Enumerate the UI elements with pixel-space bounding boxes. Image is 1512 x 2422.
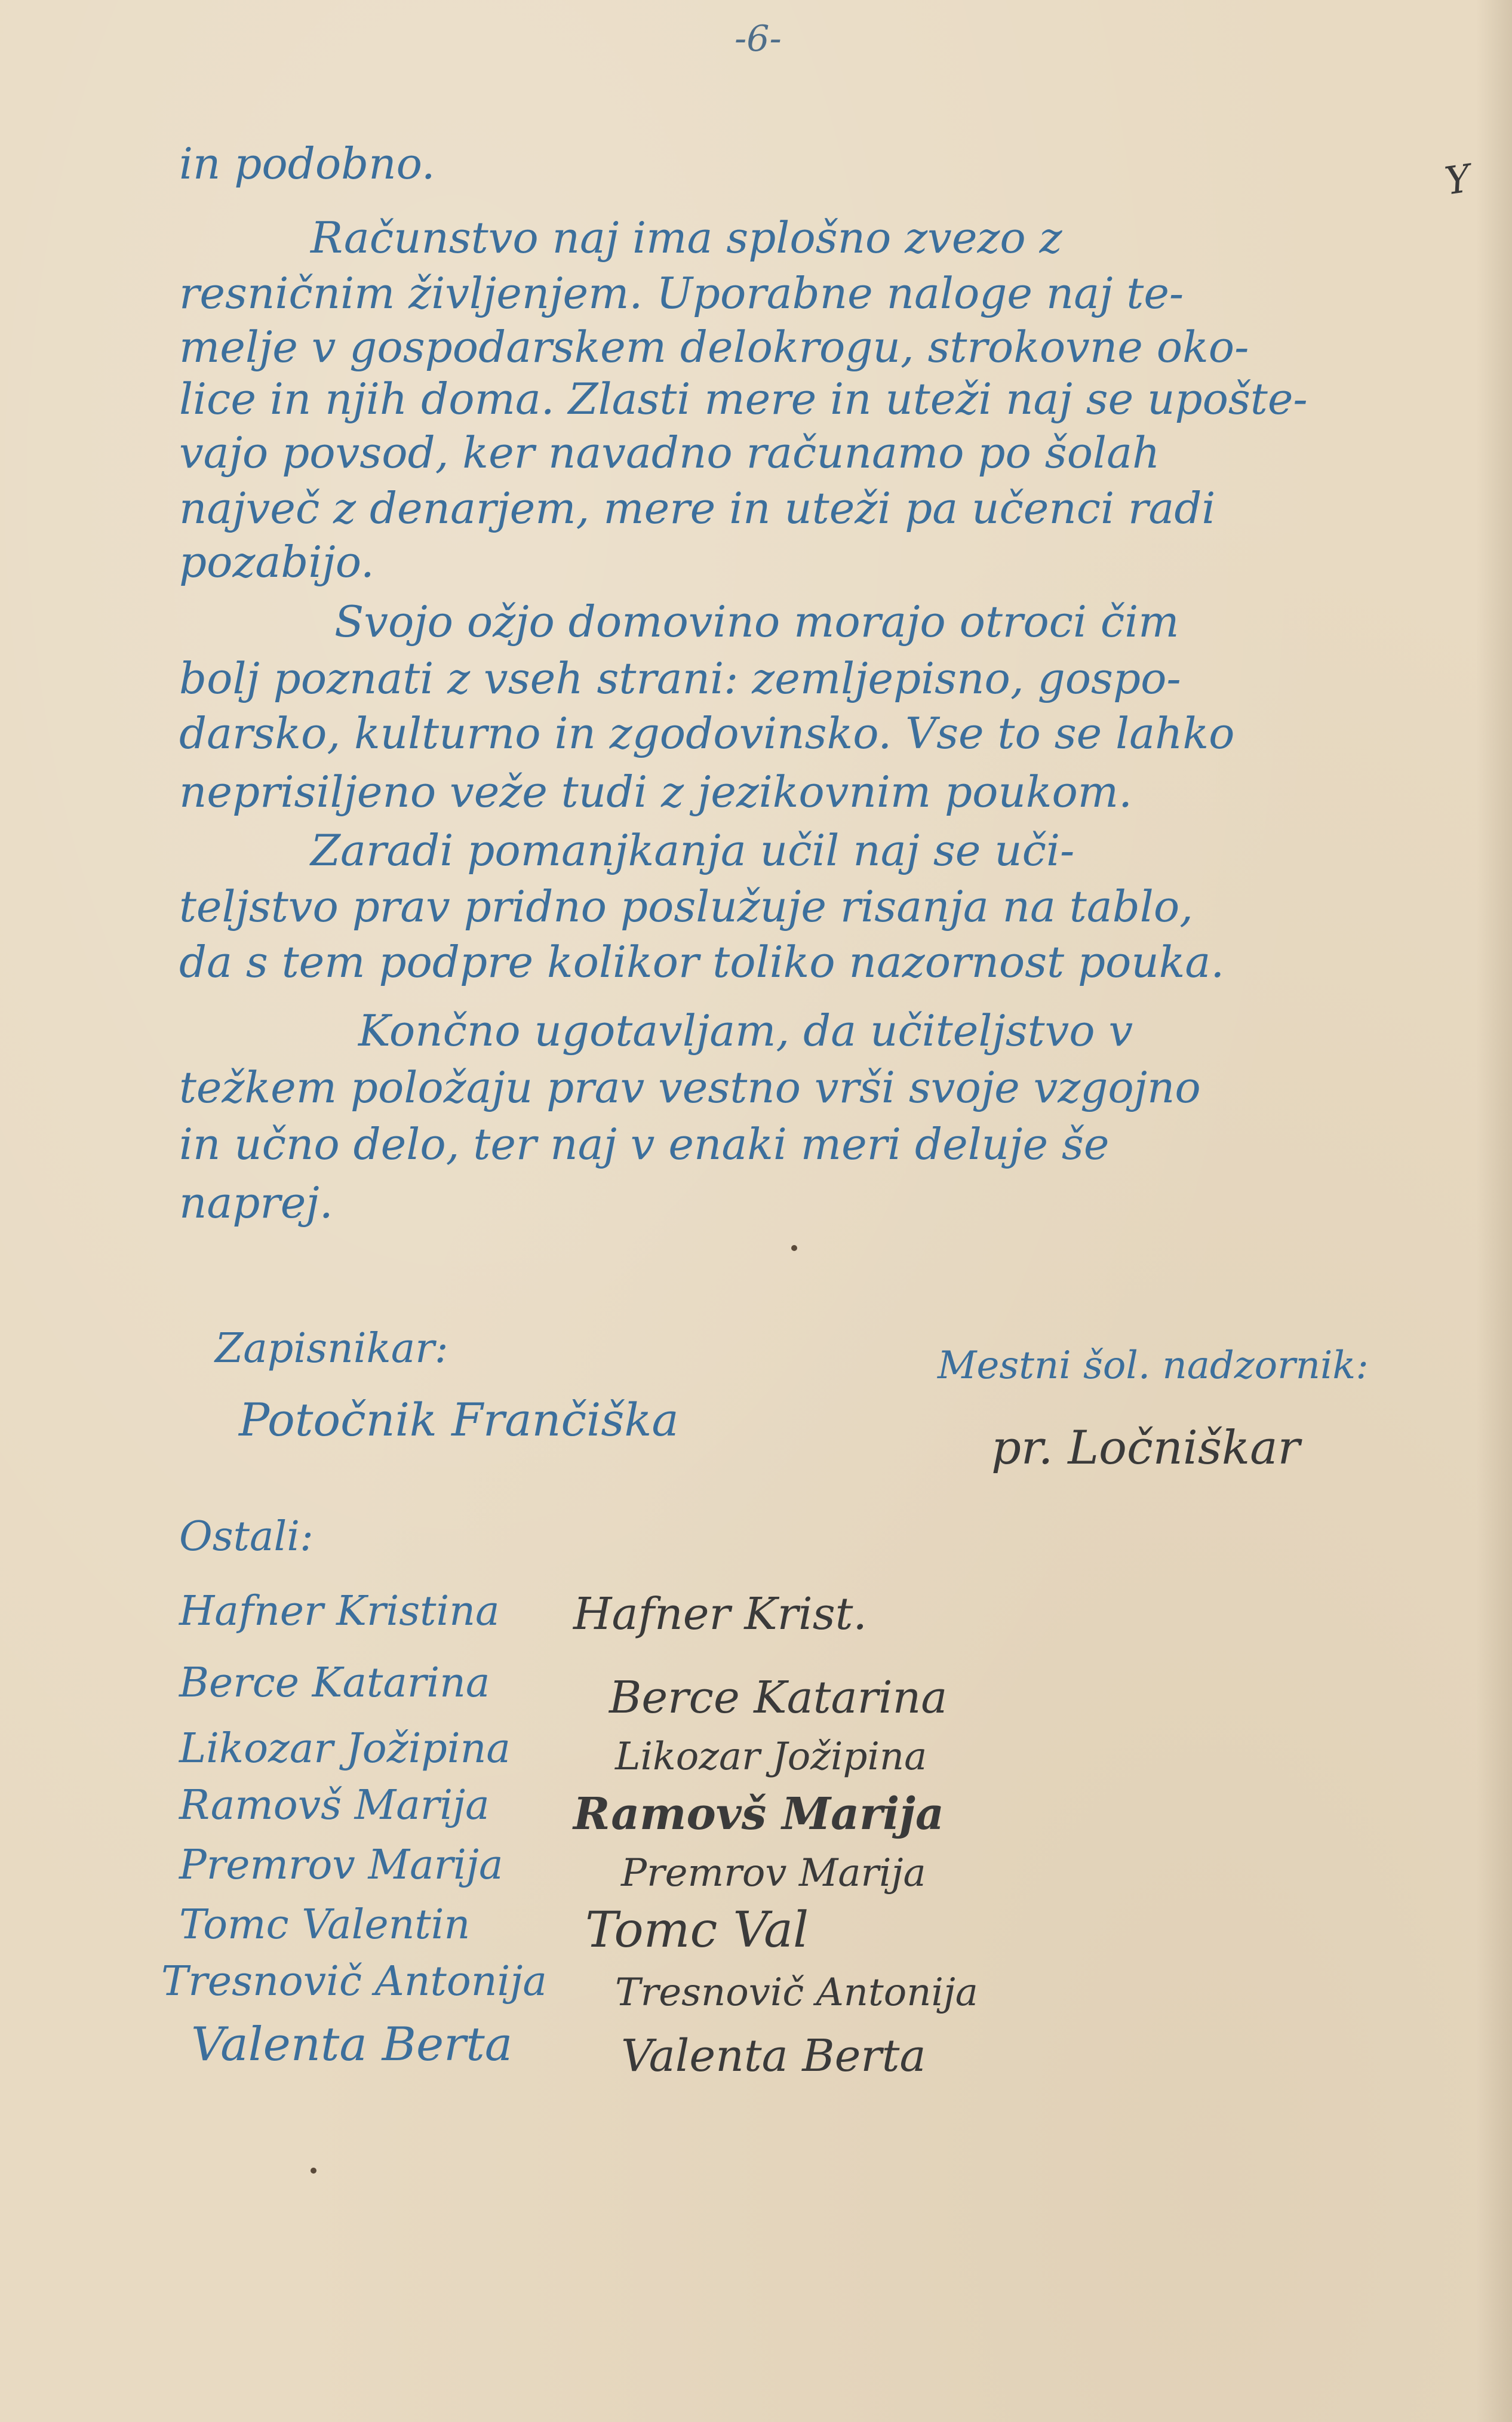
- ink-dot: [311, 2168, 316, 2174]
- attendee-name: Premrov Marija: [179, 1842, 503, 1889]
- body-line: naprej.: [179, 1178, 333, 1228]
- attendee-signature: Tomc Val: [585, 1902, 809, 1959]
- body-line: da s tem podpre kolikor toliko nazornost pouka.: [179, 937, 1225, 987]
- attendee-name: Berce Katarina: [179, 1659, 490, 1707]
- attendee-signature: Ramovš Marija: [573, 1788, 944, 1840]
- body-line: neprisiljeno veže tudi z jezikovnim poukom.: [179, 767, 1132, 817]
- body-line: darsko, kulturno in zgodovinsko. Vse to se lahko: [179, 708, 1235, 758]
- body-line: Zaradi pomanjkanja učil naj se uči-: [311, 825, 1075, 875]
- body-line: lice in njih doma. Zlasti mere in uteži naj se upošte-: [179, 374, 1308, 424]
- body-line: teljstvo prav pridno poslužuje risanja na tablo,: [179, 881, 1194, 932]
- body-line: Računstvo naj ima splošno zvezo z: [311, 213, 1062, 263]
- attendee-signature: Premrov Marija: [621, 1851, 926, 1895]
- attendee-name: Tresnovič Antonija: [161, 1958, 547, 2005]
- supervisor-signature: pr. Ločniškar: [991, 1421, 1300, 1475]
- attendee-name: Ramovš Marija: [179, 1782, 490, 1829]
- attendee-name: Hafner Kristina: [179, 1588, 500, 1635]
- attendee-signature: Berce Katarina: [609, 1672, 948, 1723]
- others-label: Ostali:: [179, 1513, 314, 1560]
- body-line: in učno delo, ter naj v enaki meri deluje še: [179, 1119, 1110, 1169]
- recorder-label: Zapisnikar:: [215, 1325, 448, 1372]
- body-line: Končno ugotavljam, da učiteljstvo v: [358, 1006, 1133, 1056]
- body-line: največ z denarjem, mere in uteži pa učenci radi: [179, 483, 1216, 533]
- body-line: težkem položaju prav vestno vrši svoje vzgojno: [179, 1062, 1201, 1112]
- attendee-name: Tomc Valentin: [179, 1901, 471, 1948]
- body-line: pozabijo.: [179, 537, 374, 587]
- body-line: vajo povsod, ker navadno računamo po šolah: [179, 428, 1160, 478]
- body-line: Svojo ožjo domovino morajo otroci čim: [334, 597, 1179, 647]
- supervisor-label: Mestni šol. nadzornik:: [938, 1344, 1369, 1388]
- body-line: melje v gospodarskem delokrogu, strokovne oko-: [179, 322, 1249, 372]
- attendee-signature: Likozar Jožipina: [615, 1735, 927, 1779]
- page-edge-shadow: [1476, 0, 1512, 2422]
- recorder-signature: Potočnik Frančiška: [239, 1393, 679, 1446]
- attendee-signature: Tresnovič Antonija: [615, 1971, 978, 2015]
- ink-dot: [791, 1245, 797, 1251]
- page-number: -6-: [735, 18, 782, 60]
- margin-mark: Y: [1442, 156, 1474, 204]
- body-line: in podobno.: [179, 139, 435, 189]
- body-line: bolj poznati z vseh strani: zemljepisno, gospo-: [179, 653, 1181, 703]
- attendee-name: Likozar Jožipina: [179, 1725, 511, 1772]
- attendee-name: Valenta Berta: [191, 2018, 513, 2071]
- body-line: resničnim življenjem. Uporabne naloge naj te-: [179, 268, 1184, 318]
- attendee-signature: Hafner Krist.: [573, 1588, 867, 1640]
- attendee-signature: Valenta Berta: [621, 2030, 926, 2082]
